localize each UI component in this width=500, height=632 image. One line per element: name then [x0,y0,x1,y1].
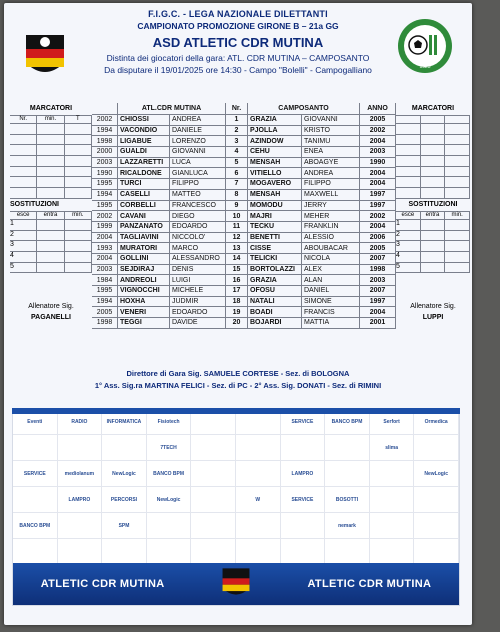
referee-line: Direttore di Gara Sig. SAMUELE CORTESE - Sez. di BOLOGNA [126,369,350,378]
home-player-name: JUDMIR [170,297,226,307]
sponsor-logo: NewLogic [414,461,459,487]
away-player-year: 2003 [360,147,396,157]
away-player-name: NICOLA [302,254,360,264]
match-date-line: Da disputare il 19/01/2025 ore 14:30 - Campo "Bolelli" - Campogalliano [104,65,372,75]
sponsor-logo: NewLogic [147,487,192,513]
away-player-year: 1997 [360,297,396,307]
home-player-name: EDOARDO [170,222,226,232]
away-coach: Allenatore Sig. LUPPI [410,303,456,321]
sponsor-logo [58,539,103,565]
home-player-row [92,265,226,276]
home-player-name: DANIELE [170,126,226,136]
sponsor-logo [58,435,103,461]
sponsor-logo [13,539,58,565]
away-player-nr: 1 [226,115,248,125]
home-player-row [92,297,226,308]
home-player-name: ALESSANDRO [170,254,226,264]
sponsor-logo: Fisiotech [147,409,192,435]
home-player-year: 1998 [92,136,118,146]
home-player-year: 1994 [92,297,118,307]
sponsor-logo [370,487,415,513]
home-player-surname: GOLLINI [118,254,170,264]
sponsor-logo [191,539,236,565]
home-player-surname: GUALDI [118,147,170,157]
away-player-surname: OFOSU [248,286,302,296]
home-player-row [92,307,226,318]
away-player-row [226,286,396,297]
sponsor-logo [236,513,281,539]
home-player-name: EDOARDO [170,307,226,317]
sponsor-logo: SERVICE [13,461,58,487]
home-player-year: 1984 [92,275,118,285]
away-player-surname: MENSAH [248,190,302,200]
right-scorers-panel: MARCATORI SOSTITUZIONI esce entra min. 1 2 3 4 5 [396,103,470,273]
away-player-year: 2004 [360,307,396,317]
away-player-surname: BENETTI [248,233,302,243]
home-player-row [92,275,226,286]
sponsor-logo [370,513,415,539]
away-player-surname: PJOLLA [248,126,302,136]
away-player-surname: TECKU [248,222,302,232]
home-player-surname: ANDREOLI [118,275,170,285]
away-player-surname: GRAZIA [248,115,302,125]
sponsor-logo: BANCO BPM [147,461,192,487]
sponsor-logo: 7TECH [147,435,192,461]
sponsor-grid [13,409,459,565]
home-player-row [92,233,226,244]
away-player-row [226,136,396,147]
sponsor-logo: W [236,487,281,513]
away-player-name: MAXWELL [302,190,360,200]
away-player-nr: 14 [226,254,248,264]
home-player-year: 2002 [92,115,118,125]
sponsor-logo [102,539,147,565]
col-nr: Nr. [10,116,37,123]
away-player-name: JERRY [302,201,360,211]
away-player-name: GIOVANNI [302,115,360,125]
home-player-surname: CHIOSSI [118,115,170,125]
right-scorers-title: MARCATORI [411,105,455,112]
away-player-year: 2001 [360,318,396,328]
sponsor-logo [147,513,192,539]
home-player-name: GIOVANNI [170,147,226,157]
sponsor-logo [236,461,281,487]
home-player-row [92,190,226,201]
home-player-surname: LAZZARETTI [118,158,170,168]
away-player-surname: NATALI [248,297,302,307]
away-player-name: ALEX [302,265,360,275]
away-player-year: 2007 [360,286,396,296]
match-subtitle: Distinta dei giocatori della gara: ATL. CDR MUTINA – CAMPOSANTO [106,53,370,63]
away-player-row [226,307,396,318]
sponsor-logo: BANCO BPM [13,513,58,539]
away-player-nr: 18 [226,297,248,307]
sponsor-logo: BANCO BPM [325,409,370,435]
home-player-year: 2003 [92,158,118,168]
sponsor-logo [191,435,236,461]
home-player-surname: SEJDIRAJ [118,265,170,275]
away-player-nr: 17 [226,286,248,296]
away-player-name: FILIPPO [302,179,360,189]
away-player-nr: 6 [226,168,248,178]
home-player-name: MICHELE [170,286,226,296]
left-subs-title: SOSTITUZIONI [10,200,59,208]
away-player-nr: 16 [226,275,248,285]
sponsor-logo [13,435,58,461]
home-player-year: 1994 [92,126,118,136]
away-player-surname: CEHU [248,147,302,157]
home-player-year: 2003 [92,265,118,275]
away-player-row [226,115,396,126]
sponsor-logo: RADIO [58,409,103,435]
home-player-name: GIANLUCA [170,168,226,178]
away-player-surname: BOADI [248,307,302,317]
sponsor-logo [325,461,370,487]
sponsor-logo: INFORMATICA [102,409,147,435]
home-player-row [92,168,226,179]
away-player-name: KRISTO [302,126,360,136]
away-player-year: 2003 [360,275,396,285]
away-player-surname: BOJARDI [248,318,302,328]
away-player-nr: 3 [226,136,248,146]
away-player-year: 2006 [360,233,396,243]
home-player-surname: CAVANI [118,211,170,221]
sponsor-logo: SERVICE [281,487,326,513]
home-player-surname: TEGGI [118,318,170,328]
away-player-name: FRANCIS [302,307,360,317]
away-player-name: MEHER [302,211,360,221]
away-player-year: 1997 [360,190,396,200]
away-player-nr: 15 [226,265,248,275]
sponsor-logo [236,539,281,565]
away-player-year: 2002 [360,126,396,136]
home-player-surname: PANZANATO [118,222,170,232]
home-player-name: LUCA [170,158,226,168]
left-subs-cols: esce entra min. [10,211,92,220]
home-player-year: 2002 [92,211,118,221]
away-player-surname: MAJRI [248,211,302,221]
sponsor-logo [102,435,147,461]
away-player-year: 2005 [360,243,396,253]
away-player-name: ANDREA [302,168,360,178]
home-player-name: DIEGO [170,211,226,221]
assistants-line: 1° Ass. Sig.ra MARTINA FELICI - Sez. di PC - 2° Ass. Sig. DONATI - Sez. di RIMINI [94,381,382,390]
away-player-row [226,297,396,308]
away-player-name: FRANKLIN [302,222,360,232]
sponsor-logo: SERVICE [281,409,326,435]
sponsor-logo [281,513,326,539]
away-player-surname: TELICKI [248,254,302,264]
away-player-name: ALESSIO [302,233,360,243]
away-player-nr: 19 [226,307,248,317]
sponsor-top-bar [12,408,460,414]
home-player-year: 1990 [92,168,118,178]
referee-block [4,369,472,393]
league-line: CAMPIONATO PROMOZIONE GIRONE B – 21a GG [137,21,339,31]
home-player-year: 2004 [92,233,118,243]
home-coach: Allenatore Sig. PAGANELLI [28,303,74,321]
away-player-surname: MOGAVERO [248,179,302,189]
sponsor-logo [13,487,58,513]
away-player-nr: 20 [226,318,248,328]
home-player-year: 2005 [92,307,118,317]
away-player-row [226,179,396,190]
banner-crest [220,567,252,601]
away-player-year: 2004 [360,168,396,178]
away-player-surname: MOMODU [248,201,302,211]
away-player-surname: VITIELLO [248,168,302,178]
left-scorers-panel: MARCATORI Nr. min. T SOSTITUZIONI esce entra min. 1 2 3 4 5 [10,103,92,273]
away-player-year: 2005 [360,115,396,125]
away-player-nr: 7 [226,179,248,189]
away-player-row [226,265,396,276]
match-sheet [4,3,472,625]
right-subs-title: SOSTITUZIONI [408,200,458,208]
sponsor-logo: NewLogic [102,461,147,487]
sponsor-logo [281,539,326,565]
sponsor-logo: slima [370,435,415,461]
away-player-name: ABOAGYE [302,158,360,168]
home-player-row [92,254,226,265]
left-scorers-title: MARCATORI [29,105,73,112]
sheet-header [4,9,472,75]
away-player-year: 1990 [360,158,396,168]
away-player-year: 1997 [360,201,396,211]
away-player-name: ALAN [302,275,360,285]
sponsor-logo: Ormedica [414,409,459,435]
away-player-name: ENEA [302,147,360,157]
sponsor-logo [325,539,370,565]
home-player-row [92,318,226,329]
away-player-nr: 9 [226,201,248,211]
sponsor-logo: BOSOTTI [325,487,370,513]
away-player-name: DANIEL [302,286,360,296]
away-player-row [226,318,396,329]
away-player-name: MATTIA [302,318,360,328]
away-roster-header: Nr. CAMPOSANTO ANNO [226,103,396,115]
home-player-surname: CORBELLI [118,201,170,211]
home-player-row [92,126,226,137]
sponsor-logo [191,513,236,539]
away-player-row [226,233,396,244]
home-player-year: 1994 [92,190,118,200]
home-player-surname: HOXHA [118,297,170,307]
svg-text:1925: 1925 [419,64,431,70]
away-player-row [226,190,396,201]
away-player-row [226,211,396,222]
away-player-row [226,254,396,265]
banner-text-right: ATLETIC CDR MUTINA [307,578,432,590]
home-player-year: 1995 [92,286,118,296]
home-player-name: DENIS [170,265,226,275]
away-player-year: 2004 [360,179,396,189]
sponsor-logo [191,461,236,487]
away-player-year: 2002 [360,211,396,221]
left-scorers-cols [10,115,92,124]
sponsor-logo [370,461,415,487]
home-player-row [92,222,226,233]
away-player-row [226,147,396,158]
home-roster [92,103,226,329]
away-player-name: TANIMU [302,136,360,146]
away-player-surname: CISSE [248,243,302,253]
club-banner [13,563,459,605]
home-player-surname: CASELLI [118,190,170,200]
sponsor-logo: nemark [325,513,370,539]
home-player-year: 2004 [92,254,118,264]
home-player-name: MARCO [170,243,226,253]
sponsor-logo [325,435,370,461]
home-player-year: 1995 [92,201,118,211]
home-player-surname: VENERI [118,307,170,317]
sponsor-logo [414,539,459,565]
away-player-nr: 11 [226,222,248,232]
sponsor-logo: Serfort [370,409,415,435]
home-player-surname: RICALDONE [118,168,170,178]
away-roster [226,103,396,329]
away-player-nr: 2 [226,126,248,136]
sponsor-logo [414,435,459,461]
home-player-surname: VIGNOCCHI [118,286,170,296]
away-player-row [226,243,396,254]
away-player-surname: AZINDOW [248,136,302,146]
home-player-row [92,243,226,254]
away-player-name: SIMONE [302,297,360,307]
sponsor-logo [414,487,459,513]
away-player-name: ABOUBACAR [302,243,360,253]
sponsor-logo [281,435,326,461]
home-player-name: DAVIDE [170,318,226,328]
away-player-nr: 8 [226,190,248,200]
sponsor-logo: PERCORSI [102,487,147,513]
home-player-name: MATTEO [170,190,226,200]
away-player-row [226,158,396,169]
home-player-name: LORENZO [170,136,226,146]
home-player-name: ANDREA [170,115,226,125]
sponsor-logo [236,435,281,461]
home-player-surname: TURCI [118,179,170,189]
sponsor-logo: Eventi [13,409,58,435]
away-player-year: 2004 [360,136,396,146]
away-player-nr: 10 [226,211,248,221]
away-team-name: CAMPOSANTO [248,103,360,114]
home-player-name: NICCOLO' [170,233,226,243]
away-player-year: 1998 [360,265,396,275]
home-player-year: 1999 [92,222,118,232]
sponsor-logo: LAMPRO [281,461,326,487]
home-player-surname: VACONDIO [118,126,170,136]
home-roster-header [92,103,226,115]
away-player-row [226,275,396,286]
home-player-year: 1998 [92,318,118,328]
sponsor-board [12,408,460,606]
sponsor-logo [370,539,415,565]
home-player-row [92,147,226,158]
away-player-nr: 4 [226,147,248,157]
away-player-row [226,126,396,137]
federation-line: F.I.G.C. - LEGA NAZIONALE DILETTANTI [148,9,328,19]
sponsor-logo: SPM [102,513,147,539]
sponsor-logo: LAMPRO [58,487,103,513]
home-player-row [92,201,226,212]
home-player-row [92,286,226,297]
sponsor-logo [147,539,192,565]
sponsor-logo [58,513,103,539]
home-player-row [92,179,226,190]
away-player-row [226,201,396,212]
home-player-year: 1995 [92,179,118,189]
home-team-name: ATL.CDR MUTINA [118,103,226,114]
away-player-nr: 5 [226,158,248,168]
away-player-year: 2007 [360,254,396,264]
away-player-surname: MENSAH [248,158,302,168]
sponsor-logo [191,487,236,513]
home-player-name: FILIPPO [170,179,226,189]
away-player-year: 2004 [360,222,396,232]
away-player-surname: GRAZIA [248,275,302,285]
col-t: T [65,116,92,123]
home-player-year: 1993 [92,243,118,253]
away-player-nr: 12 [226,233,248,243]
col-min: min. [37,116,64,123]
home-player-row [92,115,226,126]
away-player-row [226,222,396,233]
home-player-surname: TAGLIAVINI [118,233,170,243]
home-player-name: LUIGI [170,275,226,285]
home-player-year: 2000 [92,147,118,157]
home-player-row [92,158,226,169]
away-player-surname: BORTOLAZZI [248,265,302,275]
home-player-surname: MURATORI [118,243,170,253]
home-player-row [92,211,226,222]
sponsor-logo [414,513,459,539]
away-player-nr: 13 [226,243,248,253]
club-title: ASD ATLETIC CDR MUTINA [152,35,324,50]
home-player-name: FRANCESCO [170,201,226,211]
home-player-surname: LIGABUE [118,136,170,146]
banner-text-left: ATLETIC CDR MUTINA [40,578,165,590]
home-player-row [92,136,226,147]
sponsor-logo: mediolanum [58,461,103,487]
away-player-row [226,168,396,179]
